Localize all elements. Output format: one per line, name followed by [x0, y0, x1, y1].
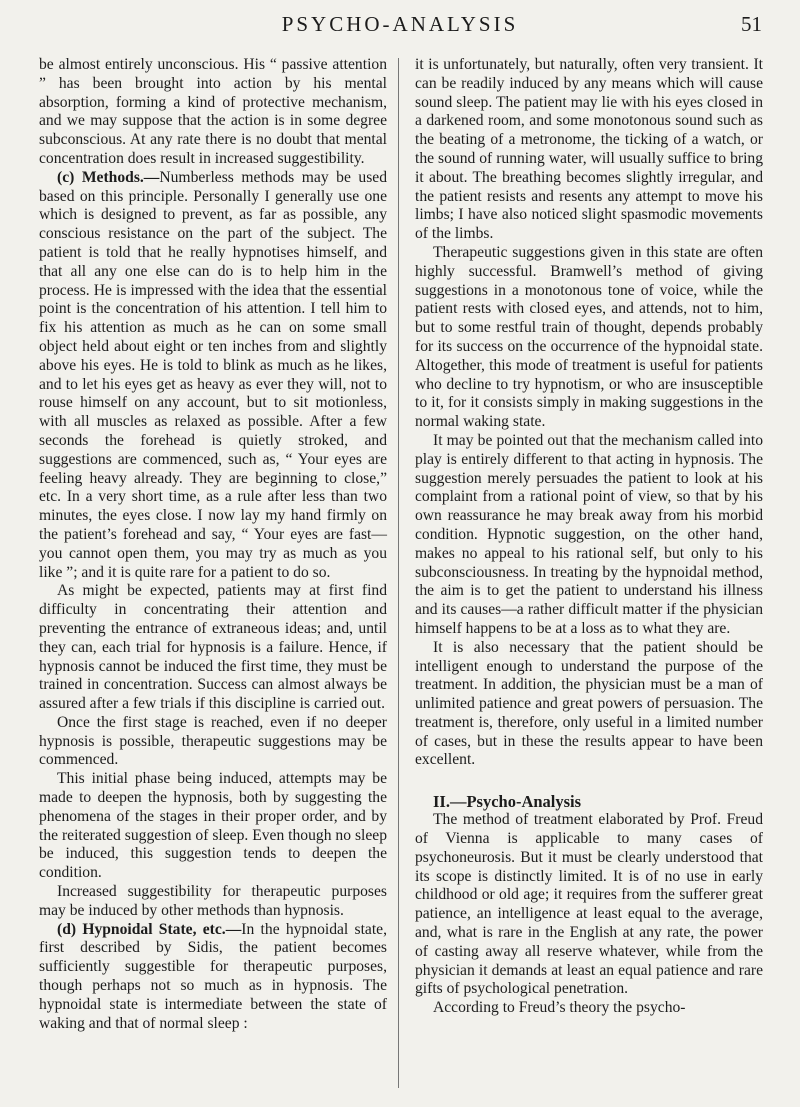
paragraph: This initial phase being induced, attempts may be made to deepen the hypnosis, both by suggesting the phenomena of the stages in their proper order, and by the reiterated suggestion of sleep. Even though no sleep be induced, this suggestion tends to deepen the condition.	[39, 770, 387, 882]
paragraph-heading: (d) Hypnoidal State, etc.—	[57, 920, 242, 938]
paragraph: According to Freud’s theory the psycho-	[433, 999, 686, 1017]
paragraph: As might be expected, patients may at first find difficulty in concentrating their attention and preventing the entrance of extraneous ideas; and, until they can, each trial for hypnosis is a failure. Hence, if hypnosis cannot be induced the first time, they must be trained in concentration. Success can almost always be assured after a few trials if this discipline is carried out.	[39, 582, 387, 713]
paragraph: Therapeutic suggestions given in this state are often highly successful. Bramwell’s method of giving suggestions in a monotonous tone of voice, while the patient rests with closed eyes, and attends, not to him, but to some restful train of thought, depends probably for its success on the occurrence of the hypnoidal state. Altogether, this mode of treatment is useful for patients who decline to try hypnotism, or who are insusceptible to it, for it consists simply in making suggestions in the normal waking state.	[415, 243, 763, 431]
paragraph: It is also necessary that the patient should be intelligent enough to understand the purpose of the treatment. In addition, the physician must be a man of unlimited patience and great powers of persuasion. The treatment is, therefore, only useful in a limited number of cases, but in these the results appear to have been excellent.	[415, 638, 763, 769]
page-number: 51	[741, 12, 762, 36]
right-column	[415, 56, 763, 1018]
left-column	[39, 56, 387, 1033]
section-heading: II.—Psycho-Analysis	[433, 792, 582, 812]
paragraph: be almost entirely unconscious. His “ passive attention ” has been brought into action by his mental absorption, forming a kind of protective mechanism, and we may suppose that the action is in some degree subconscious. At any rate there is no doubt that mental concentration does result in increased suggestibility.	[39, 56, 387, 167]
paragraph: It may be pointed out that the mechanism called into play is entirely different to that acting in hypnosis. The suggestion merely persuades the patient to look at his complaint from a rational point of view, so that by his own reassurance he may break away from his morbid condition. Hypnotic suggestion, on the other hand, makes no appeal to his rational self, but only to his subconsciousness. In treating by the hypnoidal method, the aim is to get the patient to understand his illness and its causes—a rather difficult matter if the physician himself happens to be at a loss as to what they are.	[415, 431, 763, 637]
paragraph-heading: (c) Methods.—	[57, 168, 160, 186]
paragraph: it is unfortunately, but naturally, often very transient. It can be readily induced by any means which will cause sound sleep. The patient may lie with his eyes closed in a darkened room, and some monotonous sound such as the beating of a metronome, the ticking of a watch, or the sound of running water, will usually suffice to bring it about. The breathing becomes slightly irregular, and the patient resists and resents any attempt to move his limbs; I have also noticed slight spasmodic movements of the limbs.	[415, 56, 763, 243]
page-header	[0, 12, 800, 42]
paragraph-text: In the hypnoidal state, first described by Sidis, the patient becomes sufficiently suggestible for therapeutic purposes, though perhaps not so much as in hypnosis. The hypnoidal state is intermediate between the state of waking and that of normal sleep :	[39, 920, 387, 1032]
column-divider	[398, 58, 399, 1088]
paragraph: The method of treatment elaborated by Prof. Freud of Vienna is applicable to many cases of psychoneurosis. But it must be clearly understood that its scope is distinctly limited. It is of no use in early childhood or old age; it requires from the sufferer great patience, an intelligence at least equal to the average, and, what is rare in the English at any rate, the power of casting away all reserve whatever, while from the physician it demands at least an equal patience and rare gifts of psychological penetration.	[415, 811, 763, 998]
paragraph: Once the first stage is reached, even if no deeper hypnosis is possible, therapeutic suggestions may be commenced.	[39, 713, 387, 769]
running-title: PSYCHO-ANALYSIS	[281, 12, 519, 36]
paragraph: Increased suggestibility for therapeutic purposes may be induced by other methods than hypnosis.	[39, 883, 387, 919]
paragraph	[39, 169, 387, 583]
paragraph	[39, 921, 387, 1034]
paragraph-text: Numberless methods may be used based on this principle. Personally I generally use one which is designed to prevent, as far as possible, any conscious resistance on the part of the subject. The patient is told that he really hypnotises himself, and that all any one else can do is to help him in the process. He is impressed with the idea that the essential point is the concentration of his attention. I tell him to fix his attention as much as he can on some small object held about eight or ten inches from and slightly above his eyes. He is told to blink as much as he likes, and to let his eyes get as heavy as ever they will, not to rouse himself on any account, but to sit motionless, with all muscles as relaxed as possible. After a few seconds the forehead is quietly stroked, and suggestions are commenced, such as, “ Your eyes are feeling heavy already. They are beginning to close,” etc. In a very short time, as a rule after less than two minutes, the eyes close. I now lay my hand firmly on the patient’s forehead and say, “ Your eyes are fast—you cannot open them, you may try as much as you like ”; and it is quite rare for a patient to do so.	[39, 168, 387, 581]
